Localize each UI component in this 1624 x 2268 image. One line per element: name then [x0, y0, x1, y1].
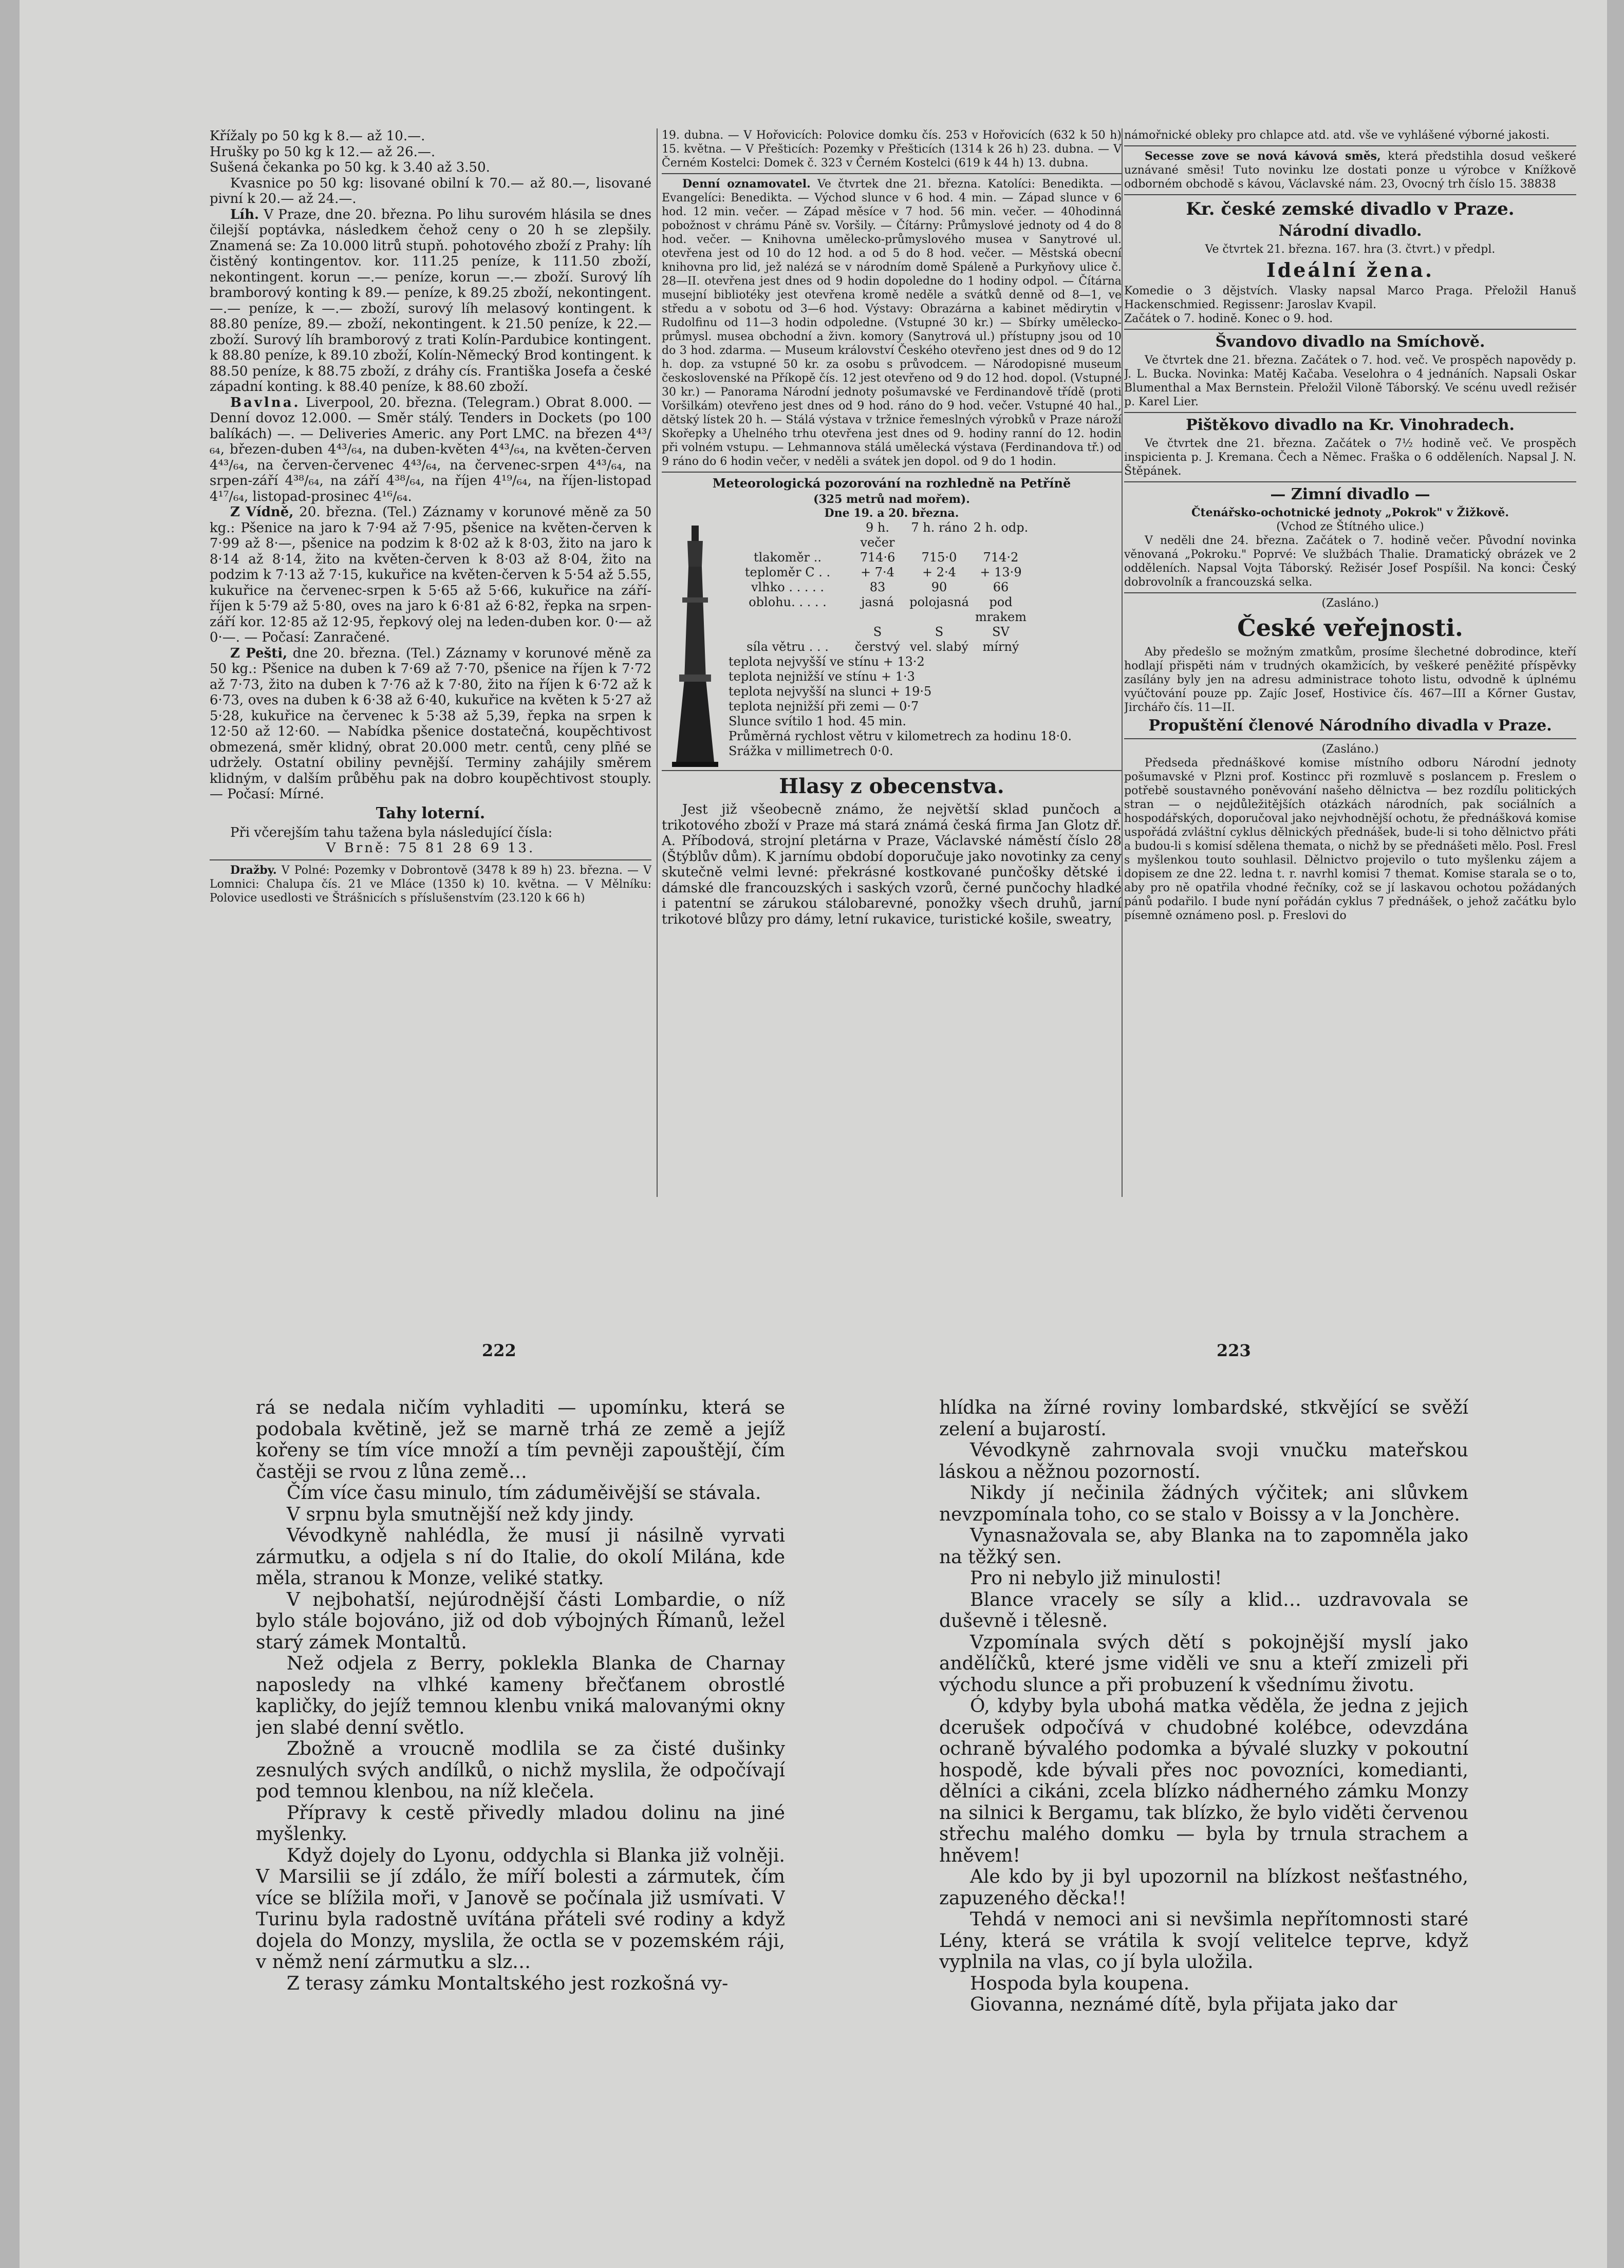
novel-paragraph: Tehdá v nemoci ani si nevšimla nepřítomnosti staré Lény, která se vrátila k svojí velitelce teprve, když vyplnila na vlas, co jí byla uložila.	[939, 1909, 1468, 1973]
meteo-table	[662, 520, 1122, 759]
meteo-extra: teplota nejnižší ve stínu + 1·3	[729, 669, 915, 684]
viden-report: 20. března. (Tel.) Záznamy v korunové měně za 50 kg.: Pšenice na jaro k 7·94 až 7·95, pšenice na květen-červen k 7·99 až 8·—, pšenice na podzim k 8·02 až k 8·03, žito na jaro k 8·14 až 8·14, žito na květen-červen k 8·03 až 8·04, žito na podzim k 7·13 až 7·15, kukuřice na květen-červen k 5·54 až 5.55, kukuřice na červenec-srpen k 5·65 až 5·66, kukuřice na září-říjen k 5·79 až 5·80, oves na jaro k 6·81 až 6·82, řepka na srpen-září kor. 12·85 až 12·95, řepkový olej na leden-duben kor. 0·— až 0·—. — Počasí: Zanračené.	[210, 504, 651, 645]
lih-report: V Praze, dne 20. března. Po lihu surovém hlásila se dnes čilejší poptávka, následkem čehož ceny o 20 h se zlepšily. Znamená se: Za 10.000 litrů stupň. pohotového zboží z Prahy: líh čistěný kontingentov. kor. 111.25 peníze, k 111.50 zboží, nekontingent. korun —.— peníze, korun —.— zboží. Surový líh bramborový konting k 89.— peníze, k 89.25 zboží, nekontingent. —.— peníze, k —.— zboží, surový líh melasový kontingent. k 88.80 peníze, 89.— zboží, nekontingent. k 21.50 peníze, k 22.— zboží. Surový líh bramborový z trati Kolín-Pardubice kontingent. k 88.80 peníze, k 89.10 zboží, Kolín-Německý Brod kontingent. k 88.50 peníze, k 88.75 zboží, z dráhy cís. Františka Josefa a české západní konting. k 88.40 peníze, k 88.60 zboží.	[210, 207, 651, 395]
zaslano-label: (Zasláno.)	[1321, 597, 1379, 610]
zimni-text: V neděli dne 24. března. Začátek o 7. hodině večer. Původní novinka věnovaná „Pokroku." Poprvé: Ve službách Thalie. Dramatický obrázek ve 2 odděleních. Napsal Vojta Táborský. Režisér Josef Pospíšil. Na konci: Český dobrovolník a francouzská selka.	[1124, 534, 1576, 589]
novel-paragraph: Hospoda byla koupena.	[970, 1973, 1190, 1994]
page-number-left: 222	[482, 1341, 516, 1360]
novel-paragraph: Zbožně a vroucně modlila se za čisté dušinky zesnulých svých andílků, o nichž myslila, že odpočívají pod temnou klenbou, na níž klečela.	[256, 1738, 785, 1802]
divider	[1124, 412, 1576, 413]
novel-page-left	[256, 1397, 785, 2106]
propusteni-title: Propuštění členové Národního divadla v Praze.	[1148, 717, 1552, 735]
meteo-row: vlhko . . . . . 83 90 66	[751, 580, 1009, 594]
column-notices	[662, 128, 1122, 1197]
price-line: Křížaly po 50 kg k 8.— až 10.—.	[210, 128, 425, 144]
section-heading-tahy: Tahy loterní.	[376, 804, 486, 822]
novel-paragraph: Giovanna, neznámé dítě, byla přijata jako dar	[970, 1994, 1397, 2015]
meteo-title: Meteorologická pozorování na rozhledně na Petříně	[712, 476, 1071, 491]
verejnost-text: Aby předešlo se možným zmatkům, prosíme šlechetné dobrodince, kteří hodlají přispěti nám v trudných okamžicích, by veškeré peněžité příspěvky zasílány byly jen na adresu administrace tohoto listu, odvodně k úplnému vyúčtování pouze pp. Zajíc Josef, Hostivice čís. 467—III a Kőrner Gustav, Jirchářo čís. 11—II.	[1124, 646, 1576, 714]
novel-paragraph: Pro ni nebylo již minulosti!	[970, 1568, 1222, 1589]
denni-text: Ve čtvrtek dne 21. března. Katolíci: Benedikta. — Evangelíci: Benedikta. — Východ slunce v 6 hod. 4 min. — Západ slunce v 6 hod. 12 min. večer. — Západ měsíce v 7 hod. 56 min. večer. — 40hodinná pobožnost v chrámu Páně sv. Voršily. — Čítárny: Průmyslové jednoty od 4 do 8 hod. večer. — Knihovna umělecko-průmyslového musea v Sanytrové ul. otevřena jest od 10 do 12 hod. a od 5 do 8 hod. večer. — Městská obecní knihovna pro lid, jež nalézá se v národním domě Spáleně a Purkyňovy ulice č. 28—II. otevřena jest dnes od 9 hodin dopoledne do 1 hodiny odpol. — Čítárna musejní bibliotéky jest otevřena kromě neděle a svátků denně od 8—1, ve středu a v sobotu od 3—6 hod. Výstavy: Obrazárna a kabinet mědirytin v Rudolfinu od 11—3 hodin odpoledne. (Vstupné 30 kr.) — Sbírky umělecko-průmysl. musea obchodní a živn. komory (Sanytrová ul.) přístupny jsou od 10 do 3 hod. zdarma. — Museum království Českého otevřeno jest dnes od 9 do 12 h. dop. za vstupné 50 kr. za osobu s průvodcem. — Národopisné museum československé na Příkopě čís. 12 jest otevřeno od 9 do 12 hod. dopol. (Vstupné 30 kr.) — Panorama Národní jednoty pošumavské ve Ferdinandově třídě (proti Voršilkám) otevřeno jest dnes od 9 hod. ráno do 9 hod. večer. Vstupné 40 hal., dětský lístek 20 h. — Stálá výstava v tržnice řemeslných výrobků v Praze nároží Skořepky a Uhelného trhu otevřena jest dnes od 9. hodiny ranní do 12. hodin při volném vstupu. — Lehmannova stálá umělecká výstava (Ferdinandova tř.) od 9 ráno do 6 hodin večer, v neděli a svátek jen dopol. od 9 do 1 hodin.	[662, 178, 1122, 468]
meteo-dates: Dne 19. a 20. března.	[824, 507, 959, 520]
section-heading-hlasy: Hlasy z obecenstva.	[779, 774, 1004, 798]
novel-paragraph: Vévodkyně nahlédla, že musí ji násilně vyrvati zármutku, a odjela s ní do Italie, do okolí Milána, kde měla, stranou k Monze, veliké statky.	[256, 1525, 785, 1589]
novel-paragraph: Nikdy jí nečinila žádných výčitek; ani slůvkem nevzpomínala toho, co se stalo v Boissy a v la Jonchère.	[939, 1483, 1468, 1525]
section-heading-denni: Denní oznamovatel.	[682, 177, 811, 191]
page-number-right: 223	[1217, 1341, 1251, 1360]
meteo-row: oblohu. . . . . jasná polojasná pod mrakem	[749, 595, 1027, 624]
novel-paragraph: Přípravy k cestě přivedly mladou dolinu na jiné myšlenky.	[256, 1802, 785, 1845]
secesse-heading: Secesse zove se nová kávová směs,	[1145, 149, 1381, 163]
verejnost-title: České veřejnosti.	[1237, 614, 1463, 642]
column-divider	[657, 128, 658, 1197]
predseda-text: Předseda přednáškové komise místního odboru Národní jednoty pošumavské v Plzni prof. Kostincc při rozmluvě s poslancem p. Freslem o potřebě soustavného poněvování našeho dělnictva — bez rozdílu politických stran — o nejdůležitějších otázkách národních, pak sociálních a hospodářských, doporučoval jako nejvhodnější ochotu, že přednášková komise uspořádá zvláštní cyklus dělnických přednášek, bude-li si toho dělnictvo přáti a budou-li s komisí sdělena themata, o nichž by se přednášeti mělo. Posl. Fresl s myšlenkou touto souhlasil. Dělnictvo projevilo o tuto myšlenku zájem a dopisem ze dne 22. ledna t. r. navrhl komisi 7 themat. Komise starala se o to, aby pro ně opatřila vhodné řečníky, což se jí laskavou ochotou požádaných pánů podařilo. I bude nyní pořádán cyklus 7 přednášek, o jehož začátku bylo písemně oznámeno posl. p. Freslovi do	[1124, 757, 1576, 922]
secesse-text: která předstihla dosud veškeré uznávané směsi! Tuto novinku lze dostati ponze u výrobce v Knížkově odborném obchodě s kávou, Václavské nám. 23, Ovocný trh číslo 15.	[1124, 150, 1576, 191]
divider	[1124, 145, 1576, 146]
price-line: Hrušky po 50 kg k 12.— až 26.—.	[210, 144, 436, 160]
meteo-row: S S SV	[873, 625, 1010, 639]
divider	[662, 770, 1122, 771]
meteo-row: tlakoměr .. 714·6 715·0 714·2	[754, 550, 1019, 565]
novel-paragraph: Blance vracely se síly a klid… uzdravovala se duševně i tělesně.	[939, 1589, 1468, 1632]
meteo-extra: teplota nejvyšší na slunci + 19·5	[729, 684, 932, 699]
divider	[1124, 194, 1576, 195]
pistek-title: Pištěkovo divadlo na Kr. Vinohradech.	[1186, 416, 1515, 434]
divider	[1124, 329, 1576, 330]
column-divider	[1122, 128, 1123, 1197]
divider	[1124, 592, 1576, 593]
novel-paragraph: Ale kdo by ji byl upozornil na blízkost nešťastného, zapuzeného děcka!!	[939, 1866, 1468, 1909]
novel-paragraph: rá se nedala ničím vyhladiti — upomínku, která se podobala květině, jež se marně trhá ze země a jejíž kořeny se tím více množí a tím pevněji zapouštějí, čím častěji se rvou z lůna země…	[256, 1397, 785, 1483]
zimni-note: (Vchod ze Štítného ulice.)	[1276, 520, 1424, 533]
novel-paragraph: Z terasy zámku Montaltského jest rozkošná vy-	[287, 1973, 729, 1994]
section-heading-pest: Z Pešti,	[230, 645, 288, 661]
svandovo-title: Švandovo divadlo na Smíchově.	[1215, 333, 1485, 351]
meteo-extra: Srážka v millimetrech 0·0.	[729, 744, 893, 758]
novel-paragraph: Vzpomínala svých dětí s pokojnější myslí jako andělíčků, které jsme viděli ve snu a kteří zmizeli při východu slunce a při probuzení k všednímu životu.	[939, 1632, 1468, 1696]
meteo-extra: teplota nejvyšší ve stínu + 13·2	[729, 654, 925, 669]
theatre-subtitle: Národní divadlo.	[1278, 222, 1422, 240]
meteo-row: síla větru . . . čerstvý vel. slabý mírný	[746, 640, 1019, 654]
price-line: Sušená čekanka po 50 kg. k 3.40 až 3.50.	[210, 160, 490, 175]
lottery-intro: Při včerejším tahu tažena byla následující čísla:	[230, 824, 553, 840]
divider	[662, 472, 1122, 473]
hlasy-text: Jest již všeobecně známo, že největší sklad punčoch a trikotového zboží v Praze má stará známá česká firma Jan Glotz dř. A. Příbodová, strojní pletárna v Praze, Václavské náměstí číslo 28 (Štýblův dům). K jarnímu období doporučuje jako novotinky za ceny skutečně velmi levné: překrásné kostkované punčošky dětské i dámské dle francouzských i saských vzorů, černé punčochy hladké i patentní se zárukou stálobarevné, ponožky všech druhů, jarní trikotové blůzy pro dámy, letní rukavice, turistické košile, sweatry,	[662, 802, 1122, 927]
price-line: Kvasnice po 50 kg: lisované obilní k 70.— až 80.—, lisované pivní k 20.— až 24.—.	[210, 175, 651, 207]
section-heading-drazby: Dražby.	[230, 863, 277, 877]
column-market-news	[210, 128, 651, 1217]
divider	[1124, 738, 1576, 739]
novel-paragraph: Než odjela z Berry, poklekla Blanka de Charnay naposledy na vlhké kameny břečťanem obrostlé kapličky, do jejíž temnou klenbu vniká malovanými okny jen slabé denní světlo.	[256, 1653, 785, 1738]
divider	[1124, 481, 1576, 482]
bavlna-report: Liverpool, 20. března. (Telegram.) Obrat 8.000. — Denní dovoz 12.000. — Směr stálý. Tenders in Dockets (po 100 balíkách) —. — Deliveries Americ. any Port LMC. na březen 4⁴³/₆₄, březen-duben 4⁴³/₆₄, na duben-květen 4⁴³/₆₄, na květen-červen 4⁴³/₆₄, na červen-červenec 4⁴³/₆₄, na červenec-srpen 4⁴³/₆₄, na srpen-září 4³⁸/₆₄, na září 4³⁸/₆₄, na říjen 4¹⁹/₆₄, na říjen-listopad 4¹⁷/₆₄, listopad-prosinec 4¹⁶/₆₄.	[210, 395, 651, 504]
meteo-row: teploměr C . . + 7·4 + 2·4 + 13·9	[744, 565, 1022, 579]
play-title: Ideální žena.	[1266, 258, 1434, 282]
novel-paragraph: Vynasnažovala se, aby Blanka na to zapomněla jako na těžký sen.	[939, 1525, 1468, 1568]
svandovo-text: Ve čtvrtek dne 21. března. Začátek o 7. hod. več. Ve prospěch napovědy p. J. L. Bucka. Novinka: Matěj Kačaba. Veselohra o 4 jednáních. Napsali Oskar Blumenthal a Max Bernstein. Přeložil Viloně Táborský. Ve scénu uvedl režisér p. Karel Lier.	[1124, 354, 1576, 408]
divider	[210, 859, 651, 860]
novel-paragraph: Ó, kdyby byla ubohá matka věděla, že jedna z jejich dcerušek odpočívá v chudobné kolébce, odevzdána ochraně bývalého podomka a bývalé sluzky v pokoutní hospodě, kde bývali přes noc povozníci, komedianti, dělníci a cikáni, zcela blízko nádherného zámku Monzy na silnici k Bergamu, tak blízko, že bylo viděti červenou střechu malého domku — byla by trnula strachem a hněvem!	[939, 1696, 1468, 1866]
play-time: Začátek o 7. hodině. Konec o 9. hod.	[1124, 312, 1333, 325]
advert-continuation: námořnické obleky pro chlapce atd. atd. vše ve vyhlášené výborné jakosti.	[1124, 129, 1550, 142]
pest-report: dne 20. března. (Tel.) Záznamy v korunové měně za 50 kg.: Pšenice na duben k 7·69 až 7·70, pšenice na říjen k 7·72 až 7·73, žito na duben k 7·76 až k 7·80, žito na říjen k 6·72 až k 6·73, oves na duben k 6·38 až 6·40, kukuřice na květen k 5·27 až 5·28, kukuřice na červenec k 5·38 až 5,39, řepka na srpen k 12·50 až 12·60. — Nabídka pšenice dostatečná, koupěchtivost obmezená, směr klidný, obrat 20.000 metr. centů, ceny pln̄é se udržely. Ostatní obiliny pevnější. Terminy zahájily směrem klidným, v dalším průběhu pak na dobro koupěchtivost stouply. — Počasí: Mírné.	[210, 645, 651, 802]
drazby-text: V Polné: Pozemky v Dobrontově (3478 k 89 h) 23. března. — V Lomnici: Chalupa čís. 21 ve Mláce (1350 k) 10. května. — V Mělníku: Polovice usedlosti ve Štrášnicích s příslušenstvím (23.120 k 66 h)	[210, 864, 651, 905]
zimni-title: — Zimní divadlo —	[1270, 485, 1430, 503]
zaslano-label: (Zasláno.)	[1321, 743, 1379, 756]
meteo-extra: teplota nejnižší při zemi — 0·7	[729, 699, 919, 714]
pistek-text: Ve čtvrtek dne 21. března. Začátek o 7½ hodině več. Ve prospěch inspicienta p. J. Kremana. Čech a Němec. Fraška o 6 odděleních. Napsal J. N. Štěpánek.	[1124, 437, 1576, 478]
column-theatre	[1124, 128, 1576, 1197]
novel-paragraph: Čím více času minulo, tím záduměivější se stávala.	[287, 1483, 761, 1504]
novel-paragraph: Když dojely do Lyonu, oddychla si Blanka již volněji. V Marsilii se jí zdálo, že míří bolesti a zármutek, čím více se blížila moři, v Janově se počínala již usmívati. V Turinu byla radostně uvítána přáteli své rodiny a když dojela do Monzy, myslila, že octla se v pozemském ráji, v němž není zármutku a slz…	[256, 1845, 785, 1973]
novel-paragraph: V srpnu byla smutnější než kdy jindy.	[287, 1504, 634, 1525]
lottery-numbers: V Brně: 75 81 28 69 13.	[326, 840, 535, 856]
meteo-header: 9 h. večer 7 h. ráno 2 h. odp.	[860, 520, 1029, 550]
novel-paragraph: Vévodkyně zahrnovala svoji vnučku mateřskou láskou a něžnou pozorností.	[939, 1440, 1468, 1483]
section-heading-bavlna: Bavlna.	[230, 395, 301, 410]
meteo-extra: Průměrná rychlost větru v kilometrech za hodinu 18·0.	[729, 729, 1072, 743]
zimni-subtitle: Čtenářsko-ochotnické jednoty „Pokrok" v Žižkově.	[1191, 506, 1509, 519]
novel-paragraph: hlídka na žírné roviny lombardské, stkvějící se svěží zelení a bujarostí.	[939, 1397, 1468, 1440]
meteo-subtitle: (325 metrů nad mořem).	[813, 493, 970, 506]
meteo-extra: Slunce svítilo 1 hod. 45 min.	[729, 714, 907, 728]
secesse-number: 38838	[1520, 178, 1556, 191]
divider	[662, 173, 1122, 174]
novel-paragraph: V nejbohatší, nejúrodnější části Lombardie, o níž bylo stále bojováno, již od dob výbojných Římanů, ležel starý zámek Montaltů.	[256, 1589, 785, 1653]
newspaper-sheet	[20, 0, 1607, 2268]
section-heading-viden: Z Vídně,	[230, 504, 294, 520]
theatre-date: Ve čtvrtek 21. března. 167. hra (3. čtvrt.) v předpl.	[1205, 243, 1496, 256]
auction-continuation: 19. dubna. — V Hořovicích: Polovice domku čís. 253 v Hořovicích (632 k 50 h) 15. května. — V Přešticích: Pozemky v Přešticích (1314 k 26 h) 23. dubna. — V Černém Kostelci: Domek č. 323 v Černém Kostelci (619 k 44 h) 13. dubna.	[662, 129, 1122, 170]
section-heading-lih: Líh.	[230, 207, 259, 222]
petrin-tower-image	[672, 526, 718, 767]
theatre-title: Kr. české zemské divadlo v Praze.	[1186, 199, 1515, 219]
play-description: Komedie o 3 dějstvích. Vlasky napsal Marco Praga. Přeložil Hanuš Hackenschmied. Regissenr: Jaroslav Kvapil.	[1124, 285, 1576, 311]
novel-page-right	[939, 1397, 1468, 2106]
